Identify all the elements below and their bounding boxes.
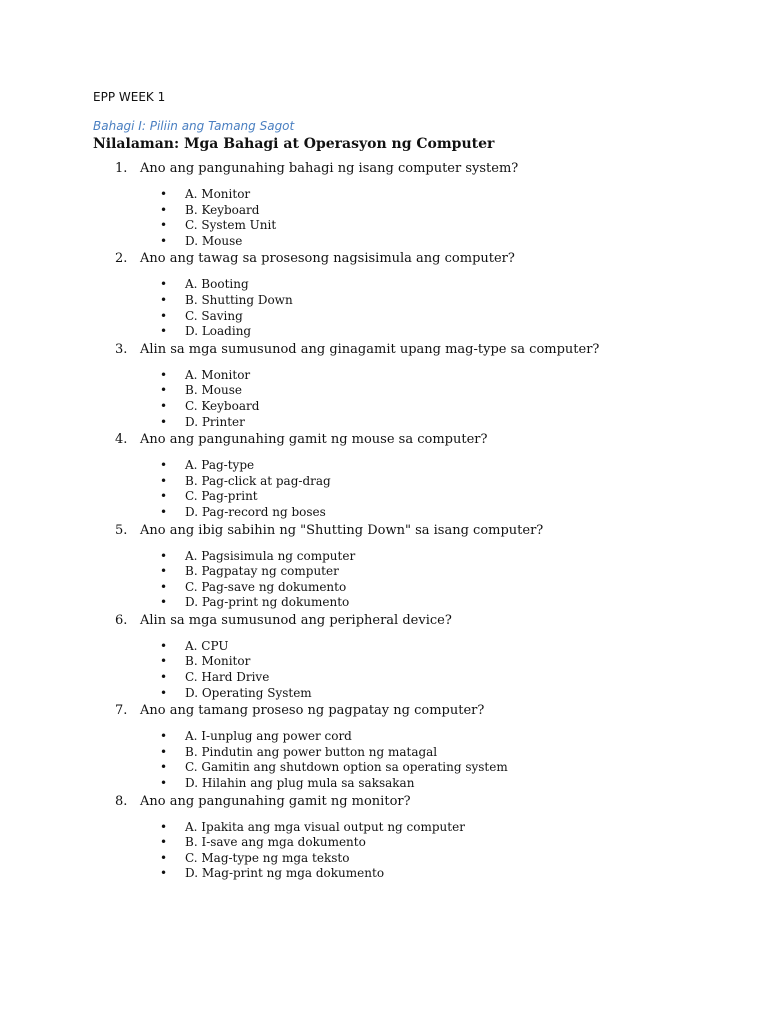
question-number: 1. [115, 161, 128, 176]
question-number: 3. [115, 341, 128, 357]
choice-text: B. Shutting Down [185, 292, 293, 307]
bullet-icon: • [160, 595, 168, 610]
question-row [93, 611, 713, 631]
choice-text: B. I-save ang mga dokumento [185, 835, 366, 850]
week-title: EPP WEEK 1 [93, 90, 166, 104]
choice-item [93, 595, 713, 611]
choice-item [93, 760, 713, 776]
question-item [93, 430, 713, 520]
question-row [93, 340, 713, 360]
choice-text: D. Mouse [185, 233, 243, 248]
bullet-icon: • [160, 548, 168, 563]
bullet-icon: • [160, 187, 168, 201]
choice-item [93, 670, 713, 686]
choice-text: D. Mag-print ng mga dokumento [185, 866, 385, 881]
question-text: Alin sa mga sumusunod ang ginagamit upang mag-type sa computer? [140, 341, 600, 357]
choice-item [93, 580, 713, 596]
choice-text: B. Pindutin ang power button ng matagal [185, 744, 438, 759]
choice-list [93, 639, 713, 701]
choice-text: C. Keyboard [185, 398, 260, 413]
choice-text: D. Pag-print ng dokumento [185, 595, 350, 610]
choice-item [93, 218, 713, 234]
choice-text: A. Ipakita ang mga visual output ng computer [185, 819, 465, 834]
bullet-icon: • [160, 685, 168, 700]
choice-text: A. I-unplug ang power cord [185, 729, 352, 744]
choice-text: A. Pag-type [185, 458, 255, 473]
question-text: Ano ang pangunahing bahagi ng isang computer system? [140, 161, 519, 176]
choice-text: A. Monitor [185, 367, 251, 382]
choice-text: B. Pagpatay ng computer [185, 564, 339, 579]
choice-text: A. Booting [185, 277, 249, 292]
choice-text: C. Mag-type ng mga teksto [185, 850, 350, 865]
bullet-icon: • [160, 866, 168, 881]
bullet-icon: • [160, 383, 168, 398]
bullet-icon: • [160, 654, 168, 669]
choice-text: A. CPU [185, 638, 229, 653]
bullet-icon: • [160, 277, 168, 292]
question-row [93, 430, 713, 450]
choice-item [93, 489, 713, 505]
question-row [93, 521, 713, 541]
question-row [93, 249, 713, 269]
choice-text: C. System Unit [185, 218, 277, 233]
choice-item [93, 549, 713, 565]
bullet-icon: • [160, 489, 168, 504]
choice-list [93, 187, 713, 249]
question-row [93, 159, 713, 179]
bullet-icon: • [160, 776, 168, 791]
question-item [93, 792, 713, 882]
choice-item [93, 234, 713, 250]
choice-text: B. Monitor [185, 654, 251, 669]
choice-item [93, 277, 713, 293]
bullet-icon: • [160, 324, 168, 339]
question-item [93, 521, 713, 611]
question-text: Ano ang ibig sabihin ng "Shutting Down" sa isang computer? [140, 522, 544, 538]
bullet-icon: • [160, 850, 168, 865]
question-item [93, 701, 713, 791]
question-number: 4. [115, 432, 128, 448]
choice-text: D. Pag-record ng boses [185, 504, 326, 519]
bullet-icon: • [160, 367, 168, 382]
document-page [93, 88, 713, 882]
choice-item [93, 474, 713, 490]
question-text: Alin sa mga sumusunod ang peripheral device? [140, 612, 452, 628]
choice-item [93, 835, 713, 851]
choice-list [93, 458, 713, 520]
choice-text: C. Hard Drive [185, 670, 270, 685]
choice-list [93, 277, 713, 339]
question-list [93, 159, 713, 882]
choice-item [93, 866, 713, 882]
choice-item [93, 851, 713, 867]
choice-item [93, 187, 713, 203]
bullet-icon: • [160, 233, 168, 248]
choice-item [93, 383, 713, 399]
choice-item [93, 505, 713, 521]
question-text: Ano ang tamang proseso ng pagpatay ng computer? [140, 703, 485, 719]
choice-list [93, 729, 713, 791]
content-title: Nilalaman: Mga Bahagi at Operasyon ng Computer [93, 136, 495, 152]
bullet-icon: • [160, 398, 168, 413]
choice-item [93, 368, 713, 384]
choice-text: C. Gamitin ang shutdown option sa operating system [185, 760, 508, 775]
question-row [93, 792, 713, 812]
bullet-icon: • [160, 473, 168, 488]
choice-item [93, 564, 713, 580]
choice-text: B. Keyboard [185, 202, 260, 217]
choice-text: D. Operating System [185, 685, 312, 700]
question-number: 2. [115, 251, 128, 267]
question-item [93, 249, 713, 339]
choice-item [93, 745, 713, 761]
bullet-icon: • [160, 760, 168, 775]
section-title: Bahagi I: Piliin ang Tamang Sagot [93, 119, 295, 133]
choice-item [93, 415, 713, 431]
bullet-icon: • [160, 729, 168, 744]
question-item [93, 340, 713, 430]
choice-item [93, 203, 713, 219]
choice-item [93, 309, 713, 325]
question-number: 7. [115, 703, 128, 719]
bullet-icon: • [160, 579, 168, 594]
choice-text: D. Printer [185, 414, 245, 429]
choice-list [93, 549, 713, 611]
choice-item [93, 458, 713, 474]
question-item [93, 159, 713, 249]
bullet-icon: • [160, 292, 168, 307]
bullet-icon: • [160, 564, 168, 579]
choice-text: C. Saving [185, 308, 243, 323]
choice-item [93, 324, 713, 340]
bullet-icon: • [160, 202, 168, 217]
choice-item [93, 399, 713, 415]
bullet-icon: • [160, 414, 168, 429]
choice-text: B. Mouse [185, 383, 242, 398]
question-number: 8. [115, 793, 128, 809]
question-row [93, 701, 713, 721]
choice-text: A. Monitor [185, 187, 251, 201]
bullet-icon: • [160, 744, 168, 759]
choice-item [93, 293, 713, 309]
choice-text: D. Loading [185, 324, 252, 339]
choice-item [93, 686, 713, 702]
bullet-icon: • [160, 458, 168, 473]
question-text: Ano ang pangunahing gamit ng monitor? [140, 793, 411, 809]
choice-text: D. Hilahin ang plug mula sa saksakan [185, 776, 415, 791]
choice-item [93, 776, 713, 792]
choice-text: B. Pag-click at pag-drag [185, 473, 331, 488]
question-item [93, 611, 713, 701]
bullet-icon: • [160, 670, 168, 685]
choice-item [93, 729, 713, 745]
question-text: Ano ang pangunahing gamit ng mouse sa computer? [140, 432, 488, 448]
choice-text: C. Pag-save ng dokumento [185, 579, 347, 594]
choice-item [93, 654, 713, 670]
choice-text: C. Pag-print [185, 489, 258, 504]
bullet-icon: • [160, 218, 168, 233]
choice-list [93, 368, 713, 430]
question-number: 5. [115, 522, 128, 538]
choice-list [93, 820, 713, 882]
choice-item [93, 820, 713, 836]
question-text: Ano ang tawag sa prosesong nagsisimula ang computer? [140, 251, 515, 267]
bullet-icon: • [160, 308, 168, 323]
bullet-icon: • [160, 638, 168, 653]
bullet-icon: • [160, 819, 168, 834]
bullet-icon: • [160, 835, 168, 850]
question-number: 6. [115, 612, 128, 628]
choice-text: A. Pagsisimula ng computer [185, 548, 356, 563]
bullet-icon: • [160, 504, 168, 519]
choice-item [93, 639, 713, 655]
